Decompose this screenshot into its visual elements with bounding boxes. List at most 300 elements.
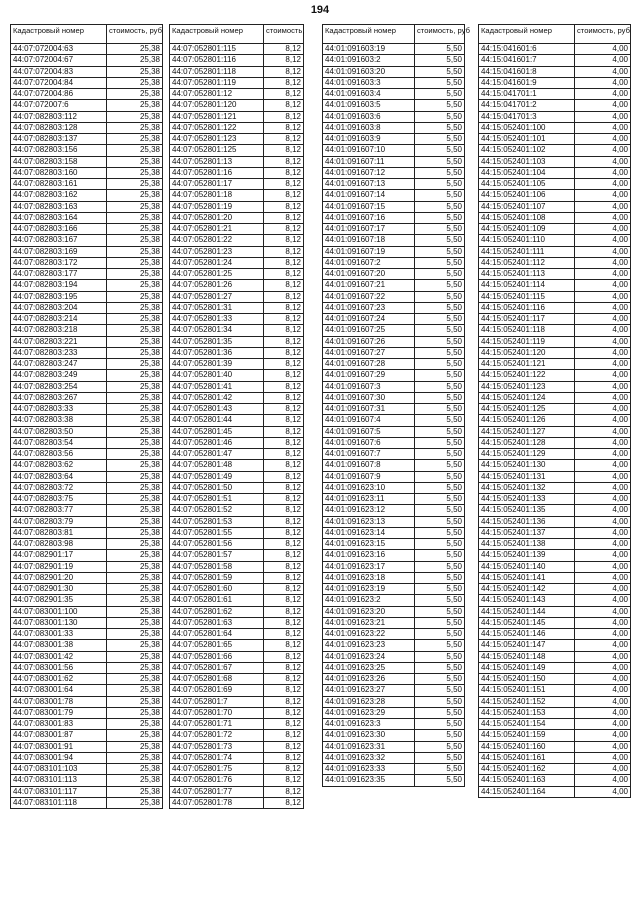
table-row <box>479 212 631 223</box>
cost-cell: 5,50 <box>415 426 465 437</box>
cadastral-number-cell: 44:07:052801:60 <box>170 584 264 595</box>
cadastral-number-cell: 44:07:052801:63 <box>170 617 264 628</box>
cost-cell: 8,12 <box>264 224 304 235</box>
table-row <box>479 145 631 156</box>
cost-cell: 5,50 <box>415 719 465 730</box>
cadastral-number-cell: 44:15:052401:107 <box>479 201 575 212</box>
table-row <box>170 77 304 88</box>
table-row <box>170 66 304 77</box>
column-header-cadastral-number: Кадастровый номер <box>479 25 575 44</box>
cadastral-number-cell: 44:01:091607:16 <box>323 212 415 223</box>
table-row <box>11 44 163 55</box>
cost-cell: 4,00 <box>575 741 631 752</box>
cadastral-number-cell: 44:15:052401:151 <box>479 685 575 696</box>
cost-cell: 25,38 <box>107 246 163 257</box>
cadastral-number-cell: 44:07:052801:67 <box>170 662 264 673</box>
cost-cell: 25,38 <box>107 370 163 381</box>
cadastral-number-cell: 44:15:052401:122 <box>479 370 575 381</box>
table-row <box>11 257 163 268</box>
cadastral-number-cell: 44:07:052801:122 <box>170 122 264 133</box>
table-row <box>170 775 304 786</box>
table-row <box>323 651 465 662</box>
table-row <box>170 482 304 493</box>
cadastral-number-cell: 44:01:091607:26 <box>323 336 415 347</box>
table-row <box>323 662 465 673</box>
cadastral-number-cell: 44:07:082803:172 <box>11 257 107 268</box>
cadastral-table-2 <box>169 24 304 809</box>
table-row <box>323 775 465 786</box>
table-row <box>479 246 631 257</box>
cadastral-number-cell: 44:15:052401:135 <box>479 505 575 516</box>
cadastral-number-cell: 44:01:091623:28 <box>323 696 415 707</box>
cost-cell: 4,00 <box>575 392 631 403</box>
cost-cell: 25,38 <box>107 449 163 460</box>
table-row <box>323 426 465 437</box>
cadastral-number-cell: 44:01:091607:28 <box>323 359 415 370</box>
cadastral-number-cell: 44:15:041601:8 <box>479 66 575 77</box>
table-row <box>11 595 163 606</box>
cadastral-number-cell: 44:07:052801:52 <box>170 505 264 516</box>
cost-cell: 5,50 <box>415 460 465 471</box>
table-row <box>323 685 465 696</box>
cadastral-number-cell: 44:01:091623:33 <box>323 764 415 775</box>
table-row <box>323 719 465 730</box>
cadastral-number-cell: 44:15:052401:160 <box>479 741 575 752</box>
cost-cell: 25,38 <box>107 145 163 156</box>
cadastral-number-cell: 44:15:052401:121 <box>479 359 575 370</box>
table-row <box>11 707 163 718</box>
table-row <box>11 539 163 550</box>
table-row <box>170 179 304 190</box>
cost-cell: 25,38 <box>107 674 163 685</box>
table-row <box>170 752 304 763</box>
cadastral-number-cell: 44:01:091603:8 <box>323 122 415 133</box>
table-row <box>323 167 465 178</box>
table-row <box>479 719 631 730</box>
table-row <box>170 224 304 235</box>
cadastral-number-cell: 44:07:052801:115 <box>170 44 264 55</box>
cadastral-number-cell: 44:01:091623:30 <box>323 730 415 741</box>
cost-cell: 8,12 <box>264 449 304 460</box>
table-row <box>170 764 304 775</box>
cost-cell: 5,50 <box>415 111 465 122</box>
table-row <box>479 606 631 617</box>
table-row <box>323 257 465 268</box>
cadastral-number-cell: 44:01:091623:21 <box>323 617 415 628</box>
table-row <box>11 246 163 257</box>
cadastral-number-cell: 44:01:091607:27 <box>323 347 415 358</box>
cadastral-number-cell: 44:15:052401:114 <box>479 280 575 291</box>
cost-cell: 4,00 <box>575 257 631 268</box>
cost-cell: 4,00 <box>575 426 631 437</box>
cost-cell: 4,00 <box>575 370 631 381</box>
cadastral-number-cell: 44:15:052401:101 <box>479 134 575 145</box>
cost-cell: 5,50 <box>415 662 465 673</box>
table-row <box>11 775 163 786</box>
cadastral-number-cell: 44:15:041701:3 <box>479 111 575 122</box>
table-row <box>479 381 631 392</box>
cadastral-table-4 <box>478 24 631 798</box>
cadastral-number-cell: 44:07:082803:160 <box>11 167 107 178</box>
cost-cell: 25,38 <box>107 134 163 145</box>
table-row <box>11 764 163 775</box>
cadastral-number-cell: 44:07:052801:13 <box>170 156 264 167</box>
cadastral-number-cell: 44:07:052801:53 <box>170 516 264 527</box>
table-row <box>479 167 631 178</box>
cost-cell: 25,38 <box>107 190 163 201</box>
cadastral-number-cell: 44:01:091623:10 <box>323 482 415 493</box>
table-row <box>479 325 631 336</box>
cadastral-number-cell: 44:07:052801:73 <box>170 741 264 752</box>
cadastral-number-cell: 44:01:091623:13 <box>323 516 415 527</box>
table-row <box>479 392 631 403</box>
cadastral-number-cell: 44:07:083001:91 <box>11 741 107 752</box>
cost-cell: 5,50 <box>415 291 465 302</box>
cost-cell: 8,12 <box>264 336 304 347</box>
cadastral-number-cell: 44:07:082803:54 <box>11 437 107 448</box>
table-row <box>170 291 304 302</box>
table-row <box>323 505 465 516</box>
table-row <box>479 640 631 651</box>
table-row <box>323 629 465 640</box>
table-row <box>479 449 631 460</box>
table-row <box>11 347 163 358</box>
cadastral-number-cell: 44:01:091623:23 <box>323 640 415 651</box>
table-row <box>170 235 304 246</box>
cost-cell: 25,38 <box>107 224 163 235</box>
cadastral-number-cell: 44:15:041601:7 <box>479 55 575 66</box>
table-row <box>479 134 631 145</box>
cadastral-number-cell: 44:07:082803:167 <box>11 235 107 246</box>
cost-cell: 8,12 <box>264 145 304 156</box>
cadastral-number-cell: 44:15:052401:119 <box>479 336 575 347</box>
column-header-cadastral-number: Кадастровый номер <box>323 25 415 44</box>
cost-cell: 8,12 <box>264 280 304 291</box>
cost-cell: 8,12 <box>264 359 304 370</box>
cost-cell: 5,50 <box>415 527 465 538</box>
cost-cell: 25,38 <box>107 111 163 122</box>
cadastral-number-cell: 44:07:082803:249 <box>11 370 107 381</box>
cost-cell: 25,38 <box>107 55 163 66</box>
table-row <box>323 482 465 493</box>
cost-cell: 5,50 <box>415 685 465 696</box>
cadastral-number-cell: 44:07:052801:26 <box>170 280 264 291</box>
cost-cell: 4,00 <box>575 359 631 370</box>
table-row <box>170 392 304 403</box>
cadastral-number-cell: 44:07:082803:177 <box>11 269 107 280</box>
cost-cell: 5,50 <box>415 269 465 280</box>
table-row <box>479 77 631 88</box>
table-row <box>479 752 631 763</box>
table-row <box>323 246 465 257</box>
cost-cell: 25,38 <box>107 347 163 358</box>
cadastral-number-cell: 44:15:052401:143 <box>479 595 575 606</box>
table-row <box>323 752 465 763</box>
cadastral-number-cell: 44:07:082901:19 <box>11 561 107 572</box>
cadastral-number-cell: 44:01:091603:19 <box>323 44 415 55</box>
cadastral-number-cell: 44:15:052401:149 <box>479 662 575 673</box>
cost-cell: 25,38 <box>107 314 163 325</box>
cadastral-number-cell: 44:15:052401:145 <box>479 617 575 628</box>
cost-cell: 8,12 <box>264 291 304 302</box>
cadastral-number-cell: 44:07:083001:78 <box>11 696 107 707</box>
table-row <box>170 730 304 741</box>
cost-cell: 5,50 <box>415 629 465 640</box>
cost-cell: 8,12 <box>264 539 304 550</box>
cost-cell: 25,38 <box>107 752 163 763</box>
cost-cell: 25,38 <box>107 325 163 336</box>
table-row <box>170 572 304 583</box>
table-row <box>479 347 631 358</box>
table-row <box>11 696 163 707</box>
table-row <box>323 617 465 628</box>
cost-cell: 5,50 <box>415 190 465 201</box>
table-row <box>479 494 631 505</box>
cost-cell: 8,12 <box>264 494 304 505</box>
table-row <box>170 797 304 808</box>
cadastral-number-cell: 44:15:052401:148 <box>479 651 575 662</box>
table-row <box>323 460 465 471</box>
cadastral-number-cell: 44:01:091607:8 <box>323 460 415 471</box>
cadastral-number-cell: 44:07:052801:42 <box>170 392 264 403</box>
cost-cell: 5,50 <box>415 145 465 156</box>
cadastral-number-cell: 44:01:091607:5 <box>323 426 415 437</box>
cost-cell: 25,38 <box>107 156 163 167</box>
cost-cell: 25,38 <box>107 44 163 55</box>
table-row <box>11 426 163 437</box>
cadastral-number-cell: 44:01:091607:15 <box>323 201 415 212</box>
cadastral-number-cell: 44:07:082803:98 <box>11 539 107 550</box>
table-row <box>323 235 465 246</box>
table-row <box>479 415 631 426</box>
table-header <box>170 25 304 44</box>
cadastral-number-cell: 44:15:052401:123 <box>479 381 575 392</box>
cadastral-number-cell: 44:01:091607:12 <box>323 167 415 178</box>
cadastral-number-cell: 44:07:052801:17 <box>170 179 264 190</box>
cost-cell: 25,38 <box>107 482 163 493</box>
cadastral-number-cell: 44:15:052401:117 <box>479 314 575 325</box>
cadastral-number-cell: 44:01:091607:10 <box>323 145 415 156</box>
table-row <box>323 370 465 381</box>
table-row <box>170 370 304 381</box>
cost-cell: 5,50 <box>415 696 465 707</box>
cadastral-number-cell: 44:15:052401:162 <box>479 764 575 775</box>
cadastral-number-cell: 44:07:052801:23 <box>170 246 264 257</box>
table-row <box>323 190 465 201</box>
table-row <box>170 494 304 505</box>
table-row <box>323 66 465 77</box>
cadastral-number-cell: 44:07:052801:7 <box>170 696 264 707</box>
cadastral-table-1 <box>10 24 163 809</box>
table-row <box>11 111 163 122</box>
cadastral-number-cell: 44:07:082803:169 <box>11 246 107 257</box>
table-row <box>323 325 465 336</box>
cost-cell: 25,38 <box>107 550 163 561</box>
cadastral-number-cell: 44:01:091607:20 <box>323 269 415 280</box>
cost-cell: 4,00 <box>575 617 631 628</box>
cost-cell: 4,00 <box>575 246 631 257</box>
cadastral-number-cell: 44:07:052801:25 <box>170 269 264 280</box>
table-row <box>323 595 465 606</box>
cadastral-number-cell: 44:07:052801:72 <box>170 730 264 741</box>
cost-cell: 25,38 <box>107 336 163 347</box>
cadastral-number-cell: 44:15:052401:102 <box>479 145 575 156</box>
table-row <box>170 674 304 685</box>
cost-cell: 4,00 <box>575 415 631 426</box>
cadastral-number-cell: 44:15:041701:1 <box>479 89 575 100</box>
table-row <box>11 235 163 246</box>
cost-cell: 5,50 <box>415 235 465 246</box>
cadastral-number-cell: 44:15:052401:131 <box>479 471 575 482</box>
cadastral-number-cell: 44:01:091623:22 <box>323 629 415 640</box>
cadastral-number-cell: 44:15:052401:120 <box>479 347 575 358</box>
cost-cell: 25,38 <box>107 797 163 808</box>
cost-cell: 8,12 <box>264 752 304 763</box>
cost-cell: 25,38 <box>107 302 163 313</box>
table-row <box>11 685 163 696</box>
table-row <box>170 460 304 471</box>
cost-cell: 8,12 <box>264 269 304 280</box>
table-row <box>170 269 304 280</box>
cost-cell: 8,12 <box>264 797 304 808</box>
cadastral-number-cell: 44:15:041601:6 <box>479 44 575 55</box>
cost-cell: 25,38 <box>107 415 163 426</box>
table-row <box>11 224 163 235</box>
table-row <box>170 685 304 696</box>
cadastral-number-cell: 44:15:041601:9 <box>479 77 575 88</box>
cost-cell: 4,00 <box>575 730 631 741</box>
cost-cell: 8,12 <box>264 741 304 752</box>
cost-cell: 8,12 <box>264 77 304 88</box>
cadastral-number-cell: 44:07:082803:158 <box>11 156 107 167</box>
cadastral-number-cell: 44:07:052801:69 <box>170 685 264 696</box>
table-row <box>479 269 631 280</box>
cost-cell: 5,50 <box>415 55 465 66</box>
cadastral-number-cell: 44:07:082803:64 <box>11 471 107 482</box>
table-row <box>11 505 163 516</box>
cadastral-number-cell: 44:07:082803:137 <box>11 134 107 145</box>
cadastral-number-cell: 44:01:091607:2 <box>323 257 415 268</box>
cost-cell: 4,00 <box>575 325 631 336</box>
cost-cell: 5,50 <box>415 415 465 426</box>
table-row <box>170 314 304 325</box>
cadastral-number-cell: 44:07:052801:62 <box>170 606 264 617</box>
table-row <box>479 696 631 707</box>
cadastral-number-cell: 44:01:091623:11 <box>323 494 415 505</box>
cost-cell: 5,50 <box>415 314 465 325</box>
cadastral-number-cell: 44:07:052801:120 <box>170 100 264 111</box>
table-row <box>11 584 163 595</box>
cost-cell: 8,12 <box>264 257 304 268</box>
cost-cell: 4,00 <box>575 212 631 223</box>
cost-cell: 4,00 <box>575 505 631 516</box>
cost-cell: 8,12 <box>264 674 304 685</box>
cadastral-number-cell: 44:07:082803:166 <box>11 224 107 235</box>
cadastral-number-cell: 44:07:052801:19 <box>170 201 264 212</box>
cadastral-number-cell: 44:07:083001:56 <box>11 662 107 673</box>
cadastral-number-cell: 44:07:082803:72 <box>11 482 107 493</box>
cadastral-number-cell: 44:07:082901:20 <box>11 572 107 583</box>
cadastral-number-cell: 44:01:091623:18 <box>323 572 415 583</box>
cadastral-number-cell: 44:15:052401:126 <box>479 415 575 426</box>
table-row <box>11 89 163 100</box>
cadastral-number-cell: 44:15:041701:2 <box>479 100 575 111</box>
cadastral-number-cell: 44:07:083101:118 <box>11 797 107 808</box>
cadastral-number-cell: 44:01:091623:16 <box>323 550 415 561</box>
cadastral-number-cell: 44:07:052801:77 <box>170 786 264 797</box>
table-row <box>323 494 465 505</box>
table-row <box>170 190 304 201</box>
table-row <box>323 741 465 752</box>
cadastral-number-cell: 44:01:091603:9 <box>323 134 415 145</box>
table-row <box>479 550 631 561</box>
cadastral-number-cell: 44:15:052401:116 <box>479 302 575 313</box>
cost-cell: 4,00 <box>575 606 631 617</box>
table-row <box>323 516 465 527</box>
cadastral-number-cell: 44:01:091623:19 <box>323 584 415 595</box>
table-row <box>11 291 163 302</box>
table-row <box>11 471 163 482</box>
cost-cell: 25,38 <box>107 651 163 662</box>
cost-cell: 5,50 <box>415 561 465 572</box>
table-row <box>479 370 631 381</box>
cost-cell: 25,38 <box>107 629 163 640</box>
cadastral-number-cell: 44:07:082803:254 <box>11 381 107 392</box>
cadastral-number-cell: 44:07:083001:87 <box>11 730 107 741</box>
cadastral-number-cell: 44:01:091607:31 <box>323 404 415 415</box>
cadastral-number-cell: 44:07:052801:18 <box>170 190 264 201</box>
cost-cell: 8,12 <box>264 572 304 583</box>
table-row <box>479 100 631 111</box>
cadastral-number-cell: 44:07:082803:112 <box>11 111 107 122</box>
table-row <box>323 212 465 223</box>
table-row <box>11 516 163 527</box>
cost-cell: 8,12 <box>264 629 304 640</box>
cadastral-number-cell: 44:15:052401:138 <box>479 539 575 550</box>
cost-cell: 8,12 <box>264 685 304 696</box>
cost-cell: 5,50 <box>415 302 465 313</box>
cost-cell: 8,12 <box>264 719 304 730</box>
table-row <box>323 55 465 66</box>
cadastral-number-cell: 44:07:052801:125 <box>170 145 264 156</box>
table-row <box>323 674 465 685</box>
table-row <box>170 741 304 752</box>
cost-cell: 4,00 <box>575 156 631 167</box>
cost-cell: 8,12 <box>264 212 304 223</box>
cadastral-number-cell: 44:01:091607:17 <box>323 224 415 235</box>
cadastral-number-cell: 44:07:052801:48 <box>170 460 264 471</box>
table-row <box>479 482 631 493</box>
cost-cell: 25,38 <box>107 606 163 617</box>
cadastral-number-cell: 44:07:052801:55 <box>170 527 264 538</box>
table-row <box>479 55 631 66</box>
cadastral-number-cell: 44:07:082803:221 <box>11 336 107 347</box>
cadastral-number-cell: 44:15:052401:133 <box>479 494 575 505</box>
cost-cell: 4,00 <box>575 201 631 212</box>
cost-cell: 8,12 <box>264 246 304 257</box>
cost-cell: 25,38 <box>107 179 163 190</box>
cost-cell: 5,50 <box>415 77 465 88</box>
cadastral-number-cell: 44:01:091607:11 <box>323 156 415 167</box>
cadastral-number-cell: 44:07:072004:84 <box>11 77 107 88</box>
table-row <box>479 359 631 370</box>
cadastral-number-cell: 44:15:052401:154 <box>479 719 575 730</box>
table-row <box>11 640 163 651</box>
cadastral-number-cell: 44:07:052801:56 <box>170 539 264 550</box>
cost-cell: 5,50 <box>415 167 465 178</box>
cadastral-number-cell: 44:07:082803:204 <box>11 302 107 313</box>
cost-cell: 8,12 <box>264 167 304 178</box>
